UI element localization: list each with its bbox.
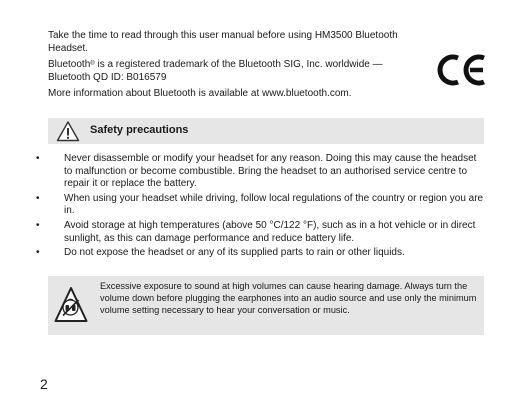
more-info-line: More information about Bluetooth is available at www.bluetooth.com. [48,88,352,99]
hearing-notice [48,276,484,335]
trademark-rest: is a registered trademark of the Bluetooth SIG, Inc. worldwide — Bluetooth QD ID: B016579 [48,59,383,83]
intro-line: Take the time to read through this user manual before using HM3500 Bluetooth Headset. [48,30,398,54]
safety-item-text: Do not expose the headset or any of its supplied parts to rain or other liquids. [64,247,405,259]
ce-mark-icon [434,52,488,88]
safety-item [36,220,484,245]
warning-triangle-icon [56,120,80,142]
hearing-notice-text: Excessive exposure to sound at high volumes can cause hearing damage. Always turn the volume down before plugging the earphones into an audio source and use only the minimum volume setting necessary to hear your conversation or music. [100,281,477,316]
registered-mark: ® [90,61,95,67]
safety-header [48,118,484,144]
safety-item [36,153,484,191]
bullet-symbol: • [36,219,40,231]
hearing-damage-icon [54,286,88,324]
safety-item [36,247,484,260]
bullet-symbol: • [36,192,40,204]
bullet-symbol: • [36,247,40,259]
safety-item-text: Avoid storage at high temperatures (above 50 °C/122 °F), such as in a hot vehicle or in direct sunlight, as this can damage performance and reduce battery life. [64,219,476,244]
safety-item [36,193,484,218]
safety-item-text: When using your headset while driving, follow local regulations of the country or region you are in. [64,192,484,217]
trademark-notice [48,59,400,84]
safety-title: Safety precautions [90,124,189,136]
bullet-symbol: • [36,153,40,164]
intro-section [48,30,400,105]
safety-list [36,153,484,262]
safety-item-text: Never disassemble or modify your headset for any reason. Doing this may cause the headset to malfunction or become combustible. Bring the headset to an authorised service centre to repair it or replace the battery. [64,153,477,190]
trademark-word: Bluetooth [48,59,91,70]
page-number: 2 [40,376,48,392]
